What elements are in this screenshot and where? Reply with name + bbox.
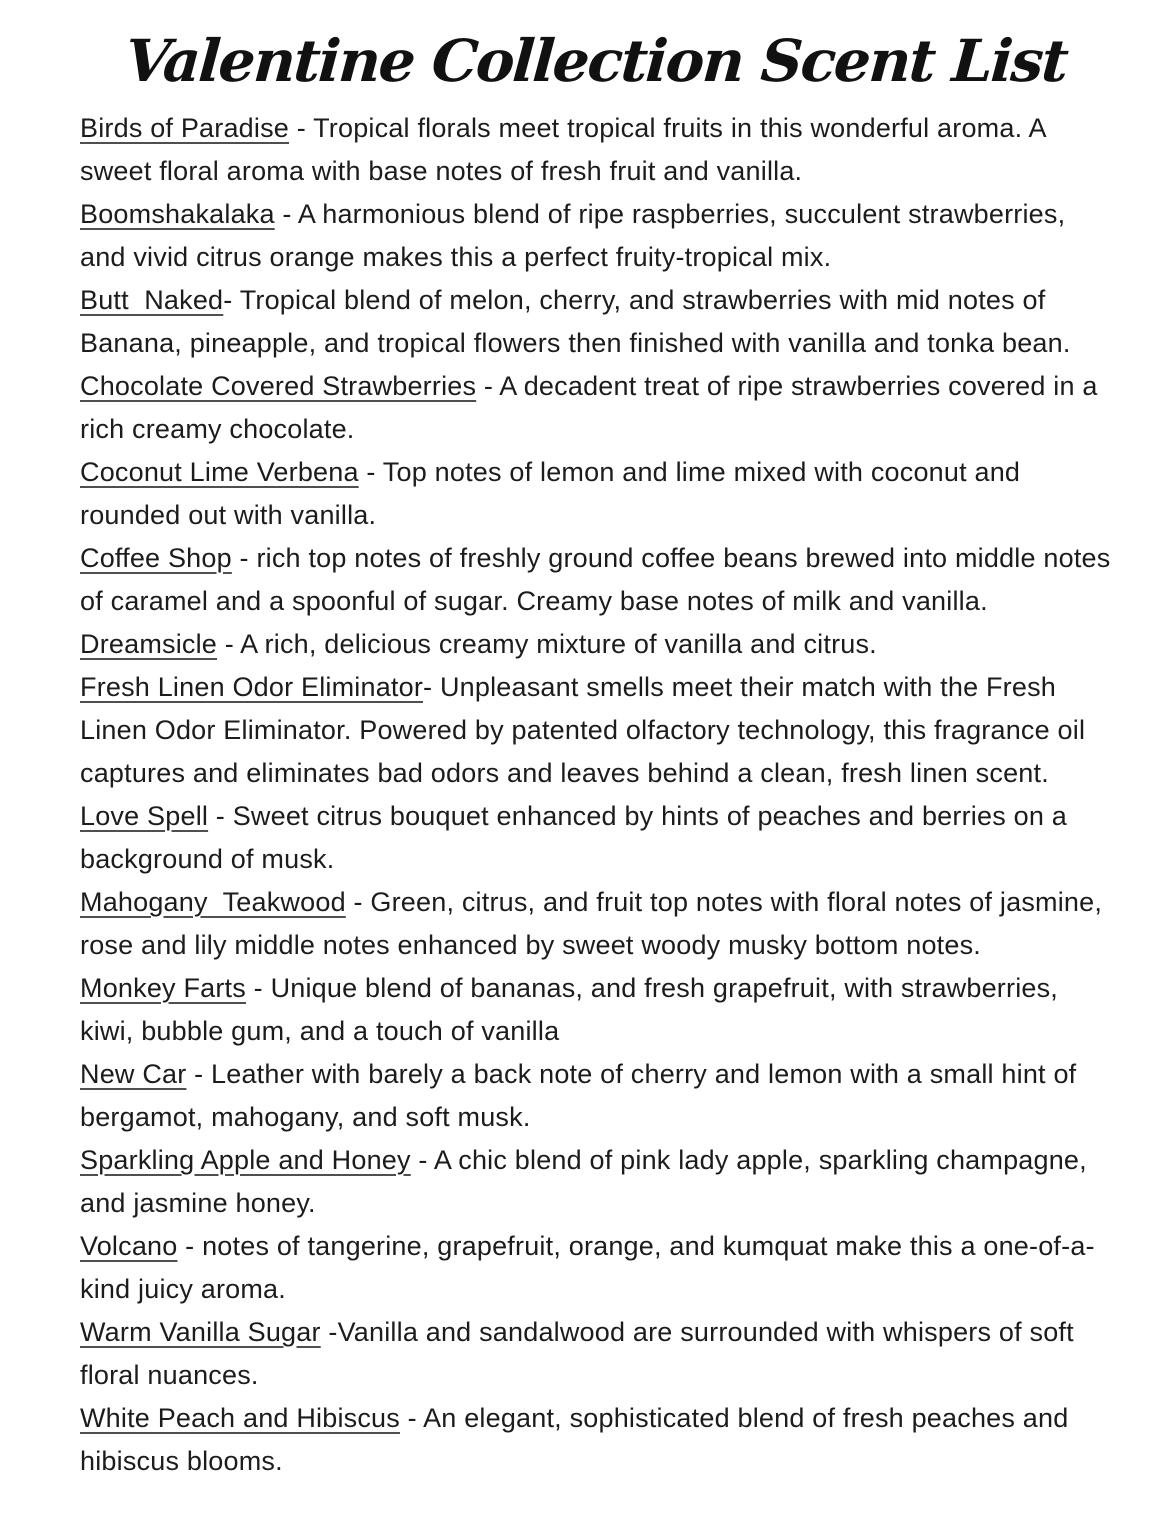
scent-entry xyxy=(80,365,1112,451)
scent-entry xyxy=(80,967,1112,1053)
scent-entry xyxy=(80,1311,1112,1397)
scent-separator: - xyxy=(358,456,383,487)
scent-separator: - xyxy=(289,112,314,143)
scent-entry xyxy=(80,451,1112,537)
scent-separator: - xyxy=(274,198,298,229)
scent-name: White Peach and Hibiscus xyxy=(80,1402,400,1433)
scent-description: Vanilla and sandalwood are surrounded with whispers of soft floral nuances. xyxy=(80,1316,1082,1390)
scent-name: Sparkling Apple and Honey xyxy=(80,1144,411,1175)
scent-separator: - xyxy=(217,628,241,659)
scent-entry xyxy=(80,279,1112,365)
scent-separator: - xyxy=(476,370,500,401)
scent-entry xyxy=(80,795,1112,881)
scent-name: Coffee Shop xyxy=(80,542,232,573)
scent-description: notes of tangerine, grapefruit, orange, and kumquat make this a one-of-a-kind juicy aroma. xyxy=(80,1230,1095,1304)
scent-name: Chocolate Covered Strawberries xyxy=(80,370,477,401)
scent-description: Tropical blend of melon, cherry, and strawberries with mid notes of Banana, pineapple, and tropical flowers then finished with vanilla and tonka bean. xyxy=(80,284,1071,358)
scent-description: Leather with barely a back note of cherry and lemon with a small hint of bergamot, mahogany, and soft musk. xyxy=(80,1058,1085,1132)
scent-description: Top notes of lemon and lime mixed with coconut and rounded out with vanilla. xyxy=(80,456,1028,530)
scent-entry xyxy=(80,1053,1112,1139)
scent-name: Mahogany Teakwood xyxy=(80,886,346,917)
scent-name: Birds of Paradise xyxy=(80,112,289,143)
scent-name: Warm Vanilla Sugar xyxy=(80,1316,321,1347)
scent-separator: - xyxy=(423,671,440,702)
scent-description: Unpleasant smells meet their match with the Fresh Linen Odor Eliminator. Powered by patented olfactory technology, this fragrance oil captures and eliminates bad odors and leaves behind a clean, fresh linen scent. xyxy=(80,671,1093,788)
scent-name: Volcano xyxy=(80,1230,178,1261)
scent-separator: - xyxy=(399,1402,424,1433)
scent-description: A rich, delicious creamy mixture of vanilla and citrus. xyxy=(240,628,877,659)
scent-description: Unique blend of bananas, and fresh grapefruit, with strawberries, kiwi, bubble gum, and a touch of vanilla xyxy=(80,972,1066,1046)
scent-entry xyxy=(80,1139,1112,1225)
scent-name: Fresh Linen Odor Eliminator xyxy=(80,671,424,702)
scent-entry xyxy=(80,881,1112,967)
scent-description: A harmonious blend of ripe raspberries, succulent strawberries, and vivid citrus orange makes this a perfect fruity-tropical mix. xyxy=(80,198,1073,272)
scent-description: An elegant, sophisticated blend of fresh peaches and hibiscus blooms. xyxy=(80,1402,1077,1476)
scent-separator: - xyxy=(177,1230,203,1261)
scent-entry xyxy=(80,623,1112,666)
scent-separator: - xyxy=(186,1058,212,1089)
scent-description: A chic blend of pink lady apple, sparkling champagne, and jasmine honey. xyxy=(80,1144,1095,1218)
scent-entry xyxy=(80,666,1112,795)
scent-name: Love Spell xyxy=(80,800,209,831)
scent-entry xyxy=(80,1225,1112,1311)
scent-name: Dreamsicle xyxy=(80,628,218,659)
scent-entry xyxy=(80,537,1119,623)
scent-name: Coconut Lime Verbena xyxy=(80,456,359,487)
scent-separator: - xyxy=(245,972,271,1003)
scent-name: Boomshakalaka xyxy=(80,198,275,229)
scent-entry xyxy=(80,193,1112,279)
scent-list xyxy=(80,107,1119,1483)
page-title: Valentine Collection Scent List xyxy=(123,27,1069,95)
scent-name: Butt Naked xyxy=(80,284,224,315)
scent-description: A decadent treat of ripe strawberries covered in a rich creamy chocolate. xyxy=(80,370,1106,444)
scent-separator: - xyxy=(208,800,233,831)
scent-separator: - xyxy=(320,1316,338,1347)
scent-name: Monkey Farts xyxy=(80,972,246,1003)
scent-description: Sweet citrus bouquet enhanced by hints of peaches and berries on a background of musk. xyxy=(80,800,1075,874)
scent-entry xyxy=(80,107,1112,193)
scent-entry xyxy=(80,1397,1112,1483)
scent-description: Tropical florals meet tropical fruits in this wonderful aroma. A sweet floral aroma with base notes of fresh fruit and vanilla. xyxy=(80,112,1053,186)
scent-separator: - xyxy=(410,1144,434,1175)
scent-separator: - xyxy=(223,284,240,315)
scent-separator: - xyxy=(345,886,371,917)
scent-description: rich top notes of freshly ground coffee beans brewed into middle notes of caramel and a spoonful of sugar. Creamy base notes of milk and vanilla. xyxy=(80,542,1119,616)
scent-name: New Car xyxy=(80,1058,187,1089)
scent-description: Green, citrus, and fruit top notes with floral notes of jasmine, rose and lily middle notes enhanced by sweet woody musky bottom notes. xyxy=(80,886,1110,960)
scent-separator: - xyxy=(231,542,257,573)
